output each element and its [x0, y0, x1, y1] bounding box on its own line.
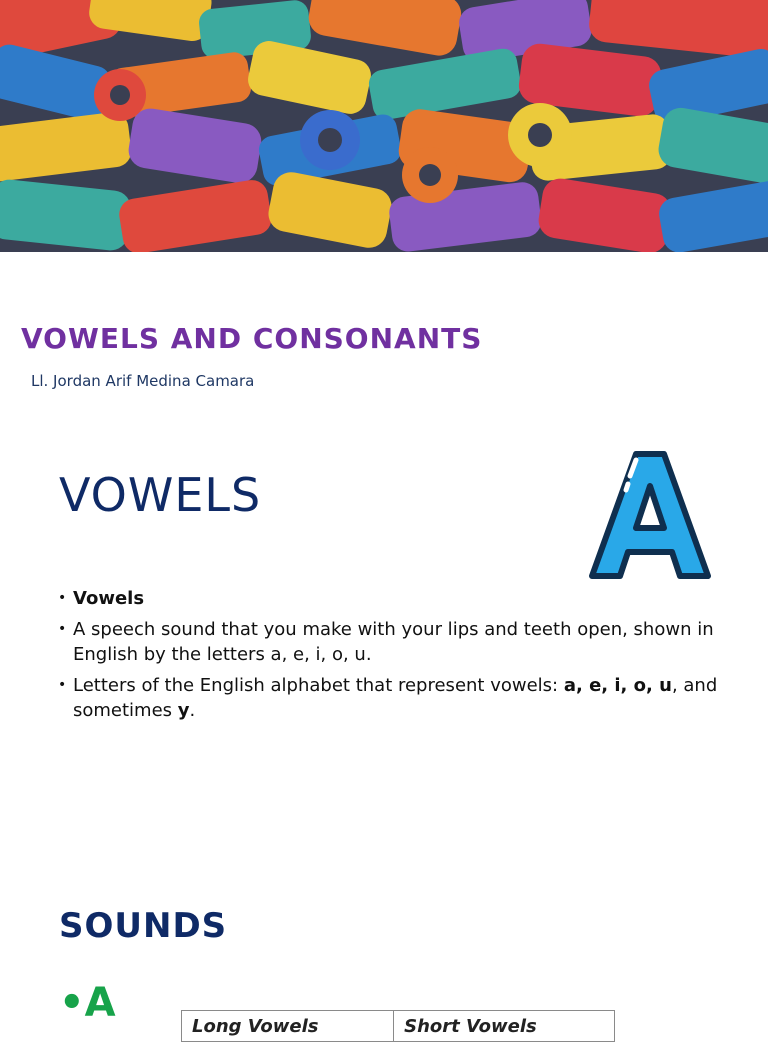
list-item: [58, 617, 718, 667]
vowel-letters-end: .: [189, 700, 196, 721]
table-header-short-vowels: Short Vowels: [394, 1011, 615, 1042]
sounds-heading: SOUNDS: [59, 906, 228, 946]
author-name: Ll. Jordan Arif Medina Camara: [31, 372, 255, 390]
table-header-long-vowels: Long Vowels: [182, 1011, 394, 1042]
presentation-title: VOWELS AND CONSONANTS: [21, 322, 483, 355]
letter-a-illustration: [586, 446, 714, 592]
vowel-letter-y: y: [177, 700, 190, 721]
bullet-dot-icon: •: [58, 621, 67, 637]
vowels-label: Vowels: [73, 588, 145, 609]
foam-letters-illustration: [0, 0, 768, 252]
vowel-definition: A speech sound that you make with your lips and teeth open, shown in English by the letters a, e, i, o, u.: [73, 619, 714, 665]
vowel-letters-text: Letters of the English alphabet that represent vowels:: [73, 675, 564, 696]
list-item: [58, 586, 718, 611]
hero-image: [0, 0, 768, 252]
bullet-dot-icon: •: [58, 677, 67, 693]
vowels-heading: VOWELS: [59, 468, 262, 522]
vowel-letters-bold: a, e, i, o, u: [563, 675, 672, 696]
list-item: [58, 673, 718, 723]
vowel-sounds-table: [181, 1010, 615, 1042]
sound-letter-a: •A: [59, 980, 116, 1026]
bullet-dot-icon: •: [58, 590, 67, 606]
vowel-letters-middle: , and sometimes: [73, 675, 718, 721]
vowels-bullet-list: [58, 586, 718, 729]
table-header-row: [182, 1011, 615, 1042]
